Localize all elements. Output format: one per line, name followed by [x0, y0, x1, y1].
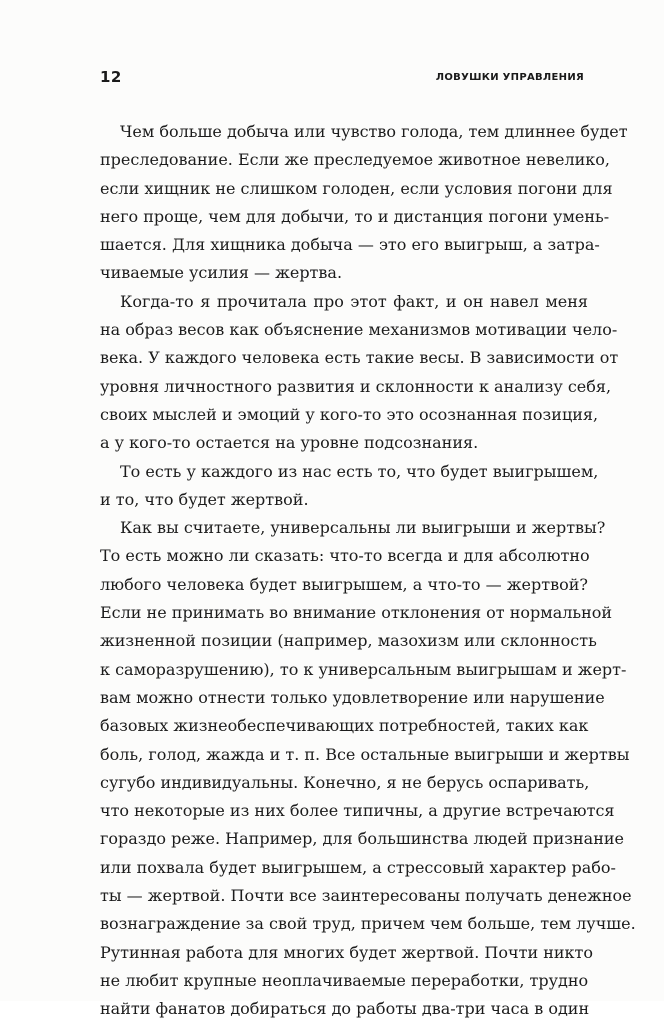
text-line: Если не принимать во внимание отклонения от нормальной [100, 603, 613, 623]
text-line: или похвала будет выигрышем, а стрессовый характер рабо- [100, 857, 616, 877]
text-line: к саморазрушению), то к универсальным выигрышам и жерт- [100, 659, 627, 679]
text-line: вам можно отнести только удовлетворение или нарушение [100, 687, 605, 707]
text-line: а у кого-то остается на уровне подсознания. [100, 433, 479, 453]
paragraph [100, 118, 628, 288]
paragraph [100, 514, 636, 1023]
running-head [100, 66, 584, 90]
text-line: на образ весов как объяснение механизмов мотивации чело- [100, 320, 618, 340]
text-line: если хищник не слишком голоден, если условия погони для [100, 178, 613, 198]
text-line: Когда-то я прочитала про этот факт, и он навел меня [120, 291, 588, 311]
text-line: То есть у каждого из нас есть то, что будет выигрышем, [120, 461, 599, 481]
text-line: что некоторые из них более типичны, а другие встречаются [100, 801, 615, 821]
text-line: шается. Для хищника добыча — это его выигрыш, а затра- [100, 235, 600, 255]
text-line: любого человека будет выигрышем, а что-то — жертвой? [100, 574, 588, 594]
text-line: и то, что будет жертвой. [100, 489, 309, 509]
text-line: Как вы считаете, универсальны ли выигрыши и жертвы? [120, 518, 606, 538]
text-line: века. У каждого человека есть такие весы. В зависимости от [100, 348, 619, 368]
paragraph [100, 458, 599, 515]
text-line: своих мыслей и эмоций у кого-то это осознанная позиция, [100, 404, 599, 424]
text-line: чиваемые усилия — жертва. [100, 263, 343, 283]
text-line: найти фанатов добираться до работы два-три часа в один [100, 999, 590, 1019]
text-line: Рутинная работа для многих будет жертвой. Почти никто [100, 942, 593, 962]
paragraph [100, 288, 619, 458]
section-title: ЛОВУШКИ УПРАВЛЕНИЯ [435, 72, 584, 83]
text-line: боль, голод, жажда и т. п. Все остальные выигрыши и жертвы [100, 744, 630, 764]
body-text [100, 118, 636, 1024]
text-line: То есть можно ли сказать: что-то всегда и для абсолютно [100, 546, 590, 566]
text-line: сугубо индивидуальны. Конечно, я не берусь оспаривать, [100, 772, 590, 792]
text-line: не любит крупные неоплачиваемые переработки, трудно [100, 970, 589, 990]
text-line: уровня личностного развития и склонности к анализу себя, [100, 376, 612, 396]
text-line: Чем больше добыча или чувство голода, тем длиннее будет [120, 122, 628, 141]
text-line: него проще, чем для добычи, то и дистанция погони умень- [100, 206, 610, 226]
text-line: базовых жизнеобеспечивающих потребностей, таких как [100, 716, 589, 736]
text-line: вознаграждение за свой труд, причем чем больше, тем лучше. [100, 914, 636, 934]
page-number: 12 [100, 68, 122, 86]
text-line: жизненной позиции (например, мазохизм или склонность [100, 631, 597, 651]
text-line: преследование. Если же преследуемое животное невелико, [100, 150, 611, 170]
text-line: ты — жертвой. Почти все заинтересованы получать денежное [100, 886, 632, 906]
text-line: гораздо реже. Например, для большинства людей признание [100, 829, 624, 849]
